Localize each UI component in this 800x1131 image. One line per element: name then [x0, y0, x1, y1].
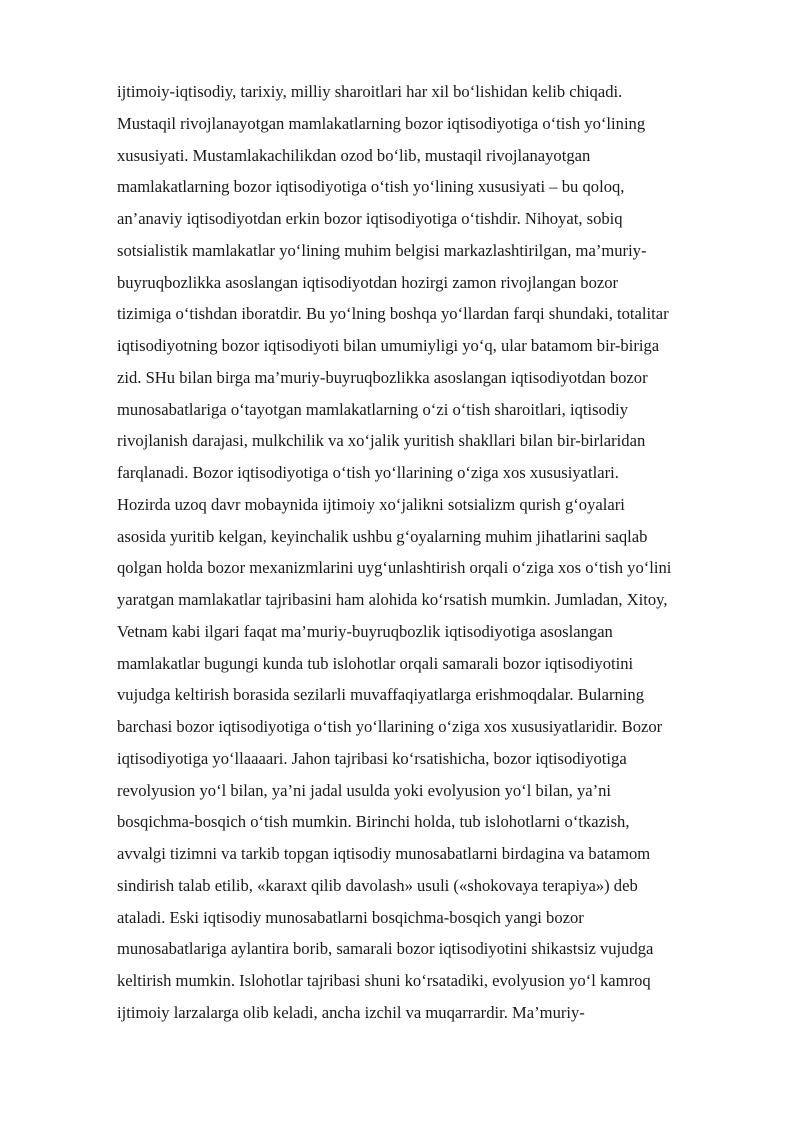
body-text — [117, 76, 757, 1029]
text-line: zid. SHu bilan birga ma’muriy-buyruqbozlikka asoslangan iqtisodiyotdan bozor — [117, 367, 648, 387]
text-line: tizimiga o‘tishdan iboratdir. Bu yo‘lning boshqa yo‘llardan farqi shundaki, totalitar — [117, 304, 669, 324]
text-line: mamlakatlar bugungi kunda tub islohotlar orqali samarali bozor iqtisodiyotini — [117, 653, 634, 673]
text-line: ijtimoiy-iqtisodiy, tarixiy, milliy sharoitlari har xil bo‘lishidan kelib chiqadi. — [117, 82, 623, 101]
text-line: Vetnam kabi ilgari faqat ma’muriy-buyruqbozlik iqtisodiyotiga asoslangan — [117, 621, 613, 641]
text-line: sotsialistik mamlakatlar yo‘lining muhim belgisi markazlashtirilgan, ma’muriy- — [117, 240, 647, 260]
text-line: farqlanadi. Bozor iqtisodiyotiga o‘tish yo‘llarining o‘ziga xos xususiyatlari. — [117, 463, 619, 482]
text-line: barchasi bozor iqtisodiyotiga o‘tish yo‘llarining o‘ziga xos xususiyatlaridir. Bozor — [117, 717, 663, 736]
text-line: iqtisodiyotning bozor iqtisodiyoti bilan umumiyligi yo‘q, ular batamom bir-biriga — [117, 336, 660, 355]
text-line: Hozirda uzoq davr mobaynida ijtimoiy xo‘jalikni sotsializm qurish g‘oyalari — [117, 494, 625, 514]
text-line: revolyusion yo‘l bilan, ya’ni jadal usulda yoki evolyusion yo‘l bilan, ya’ni — [117, 780, 612, 800]
text-line: ijtimoiy larzalarga olib keladi, ancha izchil va muqarrardir. Ma’muriy- — [117, 1002, 585, 1022]
text-line: qolgan holda bozor mexanizmlarini uyg‘unlashtirish orqali o‘ziga xos o‘tish yo‘lini — [117, 558, 672, 578]
text-line: keltirish mumkin. Islohotlar tajribasi shuni ko‘rsatadiki, evolyusion yo‘l kamroq — [117, 971, 651, 990]
text-line: Mustaqil rivojlanayotgan mamlakatlarning bozor iqtisodiyotiga o‘tish yo‘lining — [117, 113, 646, 133]
text-line: asosida yuritib kelgan, keyinchalik ushbu g‘oyalarning muhim jihatlarini saqlab — [117, 526, 648, 546]
text-line: munosabatlariga o‘tayotgan mamlakatlarning o‘zi o‘tish sharoitlari, iqtisodiy — [117, 399, 629, 419]
text-line: sindirish talab etilib, «karaxt qilib davolash» usuli («shokovaya terapiya») deb — [117, 875, 638, 895]
text-line: iqtisodiyotiga yo‘llaaaari. Jahon tajribasi ko‘rsatishicha, bozor iqtisodiyotiga — [117, 748, 627, 768]
text-line: munosabatlariga aylantira borib, samarali bozor iqtisodiyotini shikastsiz vujudga — [117, 939, 654, 959]
text-line: rivojlanish darajasi, mulkchilik va xo‘jalik yuritish shakllari bilan bir-birlaridan — [117, 431, 646, 451]
text-line: avvalgi tizimni va tarkib topgan iqtisodiy munosabatlarni birdagina va batamom — [117, 844, 651, 863]
text-line: vujudga keltirish borasida sezilarli muvaffaqiyatlarga erishmoqdalar. Bularning — [117, 685, 645, 705]
text-line: buyruqbozlikka asoslangan iqtisodiyotdan hozirgi zamon rivojlangan bozor — [117, 272, 619, 292]
text-line: bosqichma-bosqich o‘tish mumkin. Birinchi holda, tub islohotlarni o‘tkazish, — [117, 812, 630, 832]
text-line: mamlakatlarning bozor iqtisodiyotiga o‘tish yo‘lining xususiyati – bu qoloq, — [117, 177, 625, 197]
text-line: an’anaviy iqtisodiyotdan erkin bozor iqtisodiyotiga o‘tishdir. Nihoyat, sobiq — [117, 209, 623, 228]
text-line: xususiyati. Mustamlakachilikdan ozod bo‘lib, mustaqil rivojlanayotgan — [117, 145, 591, 165]
text-line: ataladi. Eski iqtisodiy munosabatlarni bosqichma-bosqich yangi bozor — [117, 907, 584, 927]
text-line: yaratgan mamlakatlar tajribasini ham alohida ko‘rsatish mumkin. Jumladan, Xitoy, — [117, 590, 668, 609]
